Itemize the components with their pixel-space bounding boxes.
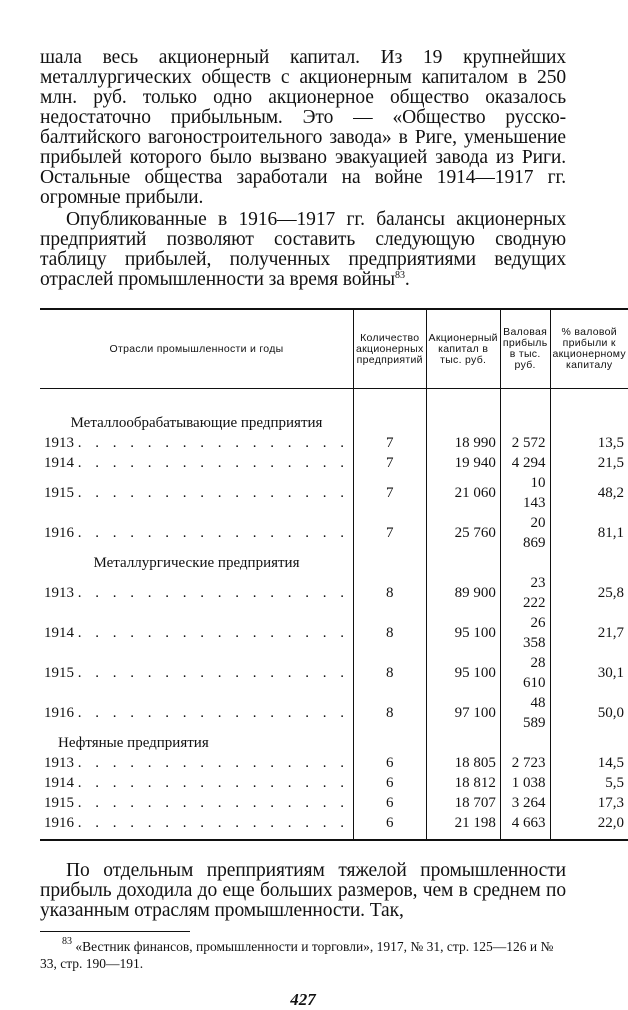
table-row: [40, 813, 628, 840]
footnote-text: «Вестник финансов, промышленности и торговли», 1917, № 31, стр. 125—126 и № 33, стр. 190—191.: [40, 939, 554, 971]
table-row: [40, 793, 628, 813]
cell-capital: 89 900: [426, 573, 500, 613]
profit-table: [40, 308, 628, 841]
year-label: 1916: [44, 705, 74, 721]
year-label: 1915: [44, 795, 74, 811]
cell-count: 6: [354, 813, 427, 840]
table-row: [40, 573, 628, 613]
leader-dots: . . . . . . . . . . . . . . . .: [77, 755, 349, 771]
cell-year: [40, 753, 354, 773]
cell-percent: 14,5: [550, 753, 628, 773]
cell-profit: 1 038: [500, 773, 550, 793]
leader-dots: . . . . . . . . . . . . . . . .: [77, 485, 349, 501]
cell-count: 8: [354, 573, 427, 613]
leader-dots: . . . . . . . . . . . . . . . .: [77, 625, 349, 641]
cell-percent: 81,1: [550, 513, 628, 553]
footnote-number: 83: [62, 936, 72, 947]
year-label: 1913: [44, 755, 74, 771]
cell-percent: 22,0: [550, 813, 628, 840]
table-row: [40, 613, 628, 653]
empty-cell: [500, 553, 550, 573]
empty-cell: [500, 389, 550, 434]
empty-cell: [354, 553, 427, 573]
leader-dots: . . . . . . . . . . . . . . . .: [77, 435, 349, 451]
paragraph-3: По отдельным препприятиям тяжелой промышленности прибыль доходила до еще больших размеров, чем в среднем по указанным отраслям промышленности. Так,: [40, 860, 566, 921]
header-percent: % валовой прибыли к акционерному капиталу: [550, 309, 628, 389]
empty-cell: [354, 733, 427, 753]
leader-dots: . . . . . . . . . . . . . . . .: [77, 775, 349, 791]
paragraph-2-text: Опубликованные в 1916—1917 гг. балансы акционерных предприятий позволяют составить следующую сводную таблицу прибылей, полученных предприятиями ведущих отраслей промышленности за время войны: [40, 209, 566, 290]
table-row: [40, 453, 628, 473]
table-header-row: [40, 309, 628, 389]
cell-capital: 18 812: [426, 773, 500, 793]
table-section-row: [40, 733, 628, 753]
cell-count: 7: [354, 473, 427, 513]
leader-dots: . . . . . . . . . . . . . . . .: [77, 795, 349, 811]
table-row: [40, 653, 628, 693]
table-section-row: [40, 553, 628, 573]
empty-cell: [426, 553, 500, 573]
cell-count: 8: [354, 693, 427, 733]
cell-capital: 18 707: [426, 793, 500, 813]
cell-profit: 3 264: [500, 793, 550, 813]
cell-percent: 21,5: [550, 453, 628, 473]
empty-cell: [500, 733, 550, 753]
empty-cell: [354, 389, 427, 434]
cell-count: 7: [354, 433, 427, 453]
footnote-marker: 83: [395, 270, 405, 281]
cell-capital: 21 198: [426, 813, 500, 840]
empty-cell: [550, 389, 628, 434]
paragraph-1: шала весь акционерный капитал. Из 19 крупнейших металлургических обществ с акционерным капиталом в 250 млн. руб. только одно акционерное общество оказалось недостаточно прибыльным. Это — «Общество русско-балтийского вагоностроительного завода» в Риге, уменьшение прибылей которого было вызвано эвакуацией завода из Риги. Остальные общества заработали на войне 1914—1917 гг. огромные прибыли.: [40, 47, 566, 208]
table-row: [40, 753, 628, 773]
empty-cell: [550, 733, 628, 753]
cell-percent: 50,0: [550, 693, 628, 733]
cell-capital: 21 060: [426, 473, 500, 513]
leader-dots: . . . . . . . . . . . . . . . .: [77, 585, 349, 601]
cell-profit: 10 143: [500, 473, 550, 513]
cell-profit: 20 869: [500, 513, 550, 553]
cell-year: [40, 453, 354, 473]
year-label: 1915: [44, 485, 74, 501]
cell-year: [40, 613, 354, 653]
cell-percent: 48,2: [550, 473, 628, 513]
table-row: [40, 693, 628, 733]
header-profit: Валовая прибыль в тыс. руб.: [500, 309, 550, 389]
cell-year: [40, 473, 354, 513]
cell-capital: 18 990: [426, 433, 500, 453]
paragraph-2: Опубликованные в 1916—1917 гг. балансы акционерных предприятий позволяют составить следующую сводную таблицу прибылей, полученных предприятиями ведущих отраслей промышленности за время войны$^{83}$.: [40, 209, 566, 290]
table-body: [40, 389, 628, 841]
year-label: 1913: [44, 585, 74, 601]
cell-profit: 28 610: [500, 653, 550, 693]
table-row: [40, 473, 628, 513]
cell-capital: 97 100: [426, 693, 500, 733]
page: [40, 47, 626, 1010]
footnote-divider: [40, 931, 190, 932]
header-industry: Отрасли промышленности и годы: [40, 309, 354, 389]
cell-percent: 30,1: [550, 653, 628, 693]
year-label: 1914: [44, 775, 74, 791]
cell-count: 6: [354, 753, 427, 773]
year-label: 1914: [44, 625, 74, 641]
header-count: Количество акционерных предприятий: [354, 309, 427, 389]
leader-dots: . . . . . . . . . . . . . . . .: [77, 705, 349, 721]
section-title: Металлургические предприятия: [93, 555, 300, 571]
cell-profit: 26 358: [500, 613, 550, 653]
year-label: 1914: [44, 455, 74, 471]
cell-profit: 48 589: [500, 693, 550, 733]
cell-capital: 95 100: [426, 653, 500, 693]
empty-cell: [426, 389, 500, 434]
leader-dots: . . . . . . . . . . . . . . . .: [77, 455, 349, 471]
year-label: 1916: [44, 525, 74, 541]
cell-count: 7: [354, 453, 427, 473]
cell-year: [40, 773, 354, 793]
table-row: [40, 513, 628, 553]
cell-capital: 18 805: [426, 753, 500, 773]
cell-percent: 17,3: [550, 793, 628, 813]
section-title: Нефтяные предприятия: [58, 735, 209, 751]
year-label: 1916: [44, 815, 74, 831]
footnote: [40, 938, 566, 972]
table-row: [40, 433, 628, 453]
table-section-row: [40, 389, 628, 434]
cell-year: [40, 513, 354, 553]
leader-dots: . . . . . . . . . . . . . . . .: [77, 815, 349, 831]
cell-percent: 21,7: [550, 613, 628, 653]
empty-cell: [426, 733, 500, 753]
cell-capital: 95 100: [426, 613, 500, 653]
leader-dots: . . . . . . . . . . . . . . . .: [77, 665, 349, 681]
section-title: Металлообрабатывающие предприятия: [70, 415, 323, 431]
cell-profit: 4 294: [500, 453, 550, 473]
cell-count: 6: [354, 773, 427, 793]
cell-profit: 23 222: [500, 573, 550, 613]
cell-year: [40, 793, 354, 813]
cell-count: 8: [354, 613, 427, 653]
page-number: 427: [290, 990, 316, 1009]
cell-profit: 4 663: [500, 813, 550, 840]
year-label: 1915: [44, 665, 74, 681]
cell-profit: 2 723: [500, 753, 550, 773]
leader-dots: . . . . . . . . . . . . . . . .: [77, 525, 349, 541]
cell-count: 6: [354, 793, 427, 813]
cell-year: [40, 693, 354, 733]
year-label: 1913: [44, 435, 74, 451]
header-capital: Акционерный капитал в тыс. руб.: [426, 309, 500, 389]
cell-profit: 2 572: [500, 433, 550, 453]
table-row: [40, 773, 628, 793]
cell-year: [40, 653, 354, 693]
cell-count: 8: [354, 653, 427, 693]
cell-capital: 19 940: [426, 453, 500, 473]
cell-year: [40, 433, 354, 453]
cell-year: [40, 573, 354, 613]
cell-year: [40, 813, 354, 840]
cell-percent: 25,8: [550, 573, 628, 613]
empty-cell: [550, 553, 628, 573]
cell-percent: 13,5: [550, 433, 628, 453]
cell-count: 7: [354, 513, 427, 553]
cell-capital: 25 760: [426, 513, 500, 553]
cell-percent: 5,5: [550, 773, 628, 793]
